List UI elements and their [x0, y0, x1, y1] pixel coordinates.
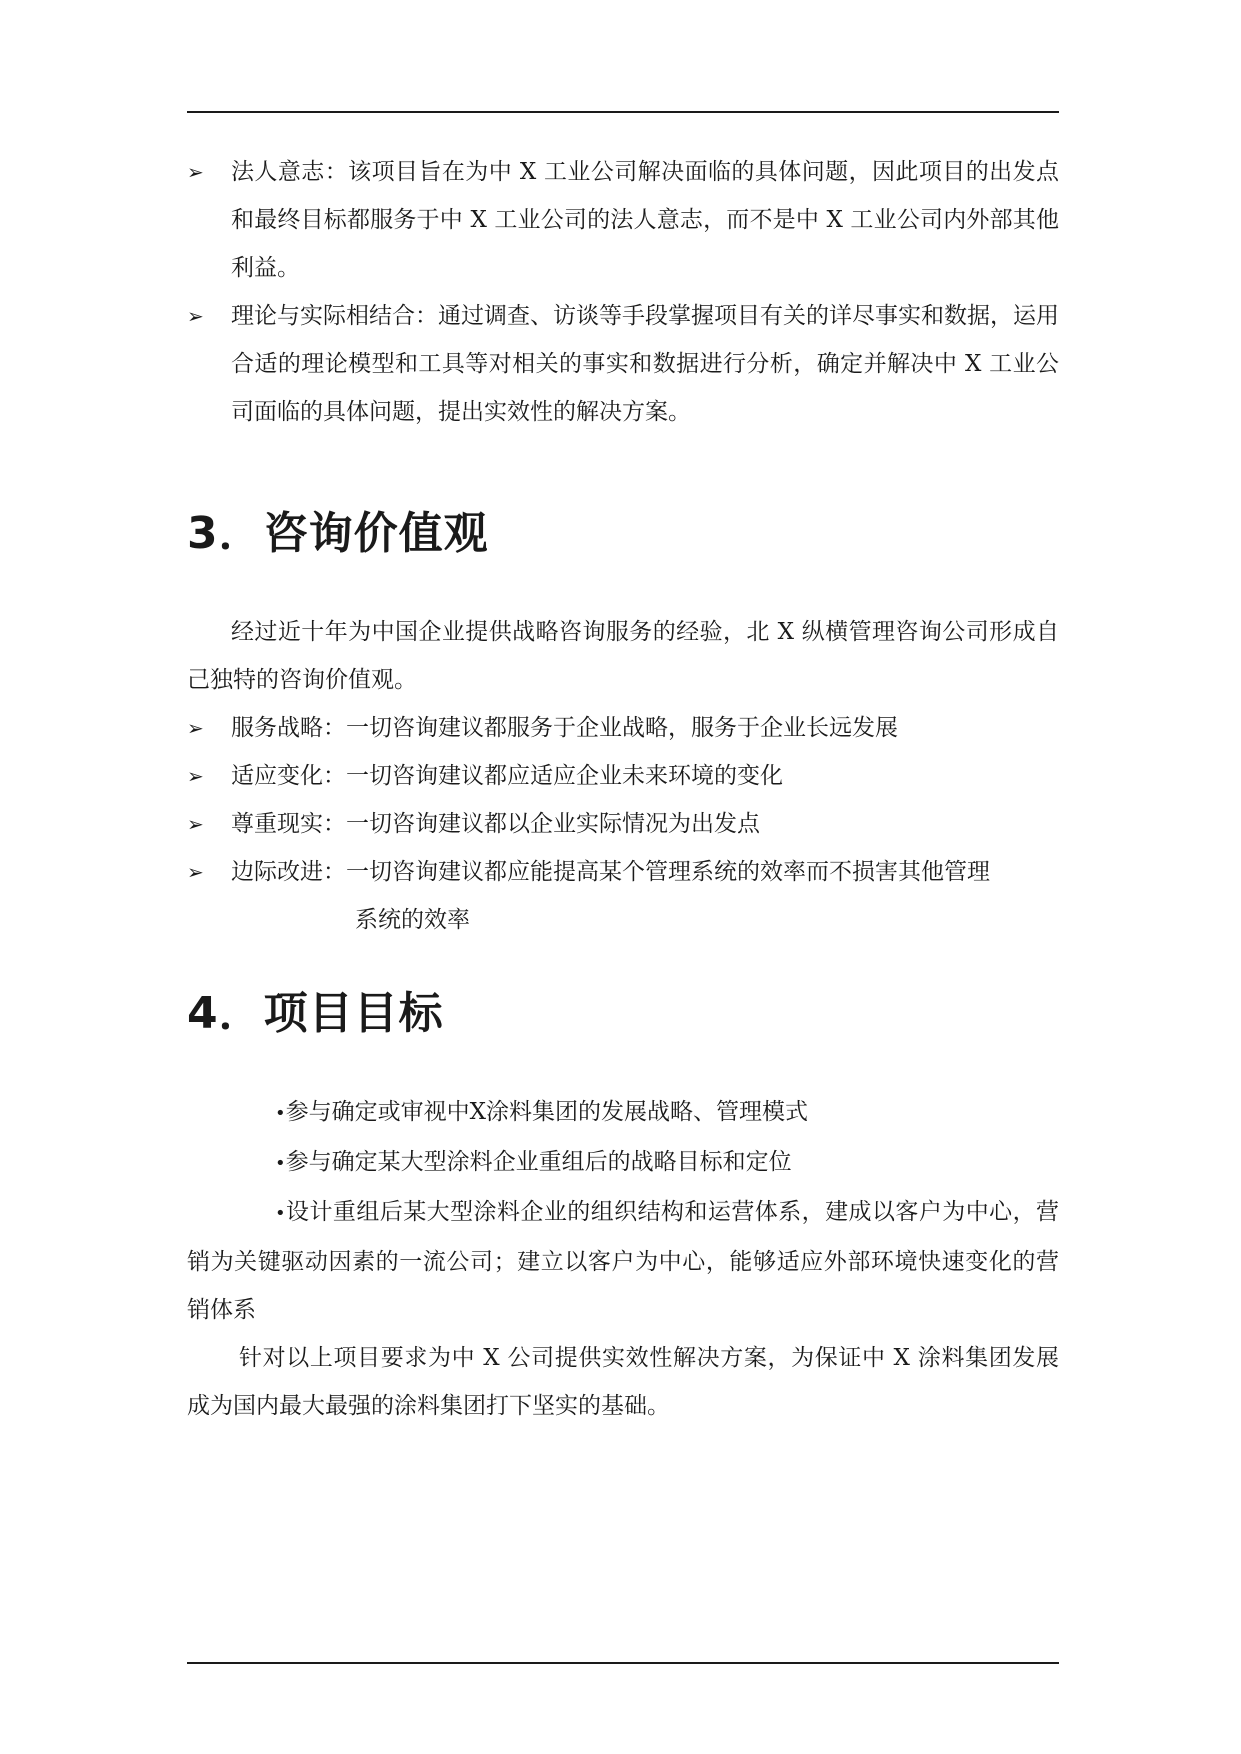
goal-item: [187, 1188, 1059, 1334]
value-text-continuation: 系统的效率: [355, 907, 470, 933]
principle-item: [187, 148, 1059, 292]
values-list: [187, 704, 1059, 944]
value-item: [187, 752, 1059, 800]
goal-item: [187, 1088, 1059, 1138]
section-4-closing: 针对以上项目要求为中 X 公司提供实效性解决方案，为保证中 X 涂料集团发展成为国内最大最强的涂料集团打下坚实的基础。: [187, 1345, 1059, 1419]
value-term: 边际改进：: [231, 859, 346, 885]
principle-text: 理论与实际相结合：通过调查、访谈等手段掌握项目有关的详尽事实和数据，运用合适的理论模型和工具等对相关的事实和数据进行分析，确定并解决中 X 工业公司面临的具体问题，提出实效性的解决方案。: [231, 303, 1059, 425]
arrow-bullet-icon: ➢: [187, 812, 204, 836]
value-term: 适应变化：: [231, 763, 346, 789]
dot-bullet-icon: •: [275, 1103, 286, 1124]
goal-text: 设计重组后某大型涂料企业的组织结构和运营体系，建成以客户为中心，营销为关键驱动因素的一流公司；建立以客户为中心，能够适应外部环境快速变化的营销体系: [187, 1199, 1059, 1323]
dot-bullet-icon: •: [275, 1153, 286, 1174]
value-text: 一切咨询建议都应适应企业未来环境的变化: [346, 763, 783, 789]
value-text: 一切咨询建议都服务于企业战略，服务于企业长远发展: [346, 715, 898, 741]
dot-bullet-icon: •: [275, 1203, 286, 1224]
arrow-bullet-icon: ➢: [187, 764, 204, 788]
section-4-title: 4．项目目标: [187, 988, 444, 1039]
value-term: 服务战略：: [231, 715, 346, 741]
value-item: [187, 848, 1059, 944]
header-rule: [187, 111, 1059, 113]
goal-item: [187, 1138, 1059, 1188]
value-item: [187, 704, 1059, 752]
principle-item: [187, 292, 1059, 436]
goal-text: 参与确定某大型涂料企业重组后的战略目标和定位: [285, 1149, 792, 1175]
goal-text: 参与确定或审视中X涂料集团的发展战略、管理模式: [285, 1099, 808, 1125]
principle-text: 法人意志：该项目旨在为中 X 工业公司解决面临的具体问题，因此项目的出发点和最终目标都服务于中 X 工业公司的法人意志，而不是中 X 工业公司内外部其他利益。: [231, 159, 1059, 281]
goals-list: [187, 1088, 1059, 1334]
value-text: 一切咨询建议都应能提高某个管理系统的效率而不损害其他管理: [346, 859, 990, 885]
page-body: [187, 148, 1059, 1430]
arrow-bullet-icon: ➢: [187, 160, 204, 184]
value-item: [187, 800, 1059, 848]
value-text: 一切咨询建议都以企业实际情况为出发点: [346, 811, 760, 837]
arrow-bullet-icon: ➢: [187, 304, 204, 328]
section-3-title: 3．咨询价值观: [187, 508, 489, 559]
section-3-intro: 经过近十年为中国企业提供战略咨询服务的经验，北 X 纵横管理咨询公司形成自己独特的咨询价值观。: [187, 619, 1059, 693]
principles-list: [187, 148, 1059, 436]
arrow-bullet-icon: ➢: [187, 716, 204, 740]
arrow-bullet-icon: ➢: [187, 860, 204, 884]
value-term: 尊重现实：: [231, 811, 346, 837]
footer-rule: [187, 1662, 1059, 1664]
